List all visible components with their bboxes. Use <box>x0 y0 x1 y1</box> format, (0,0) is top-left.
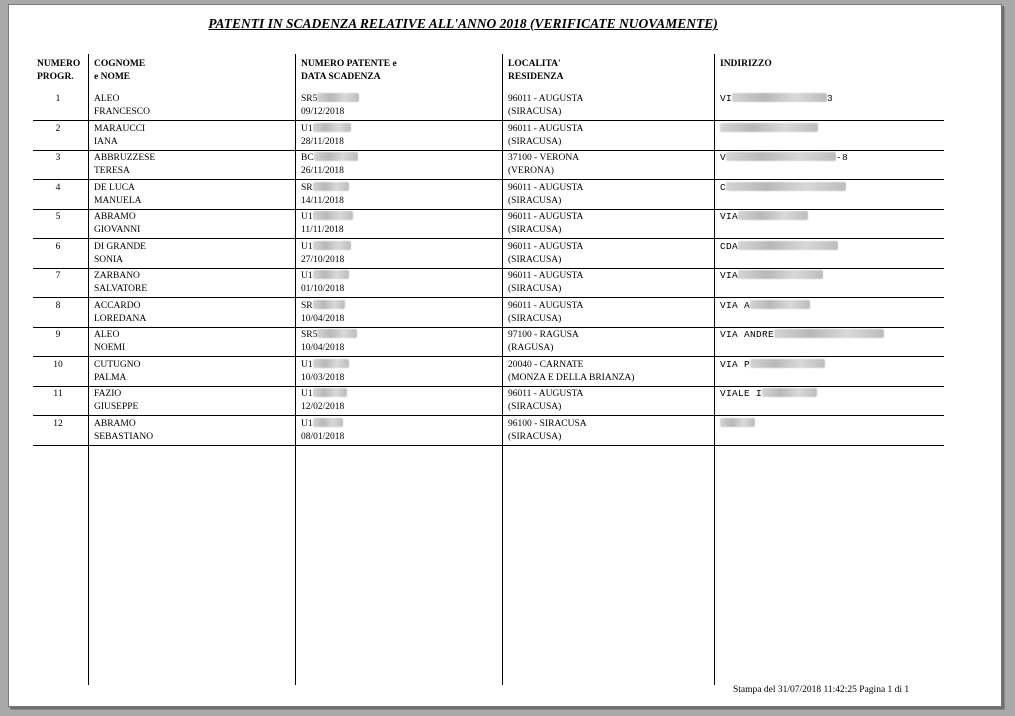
header-numero-line1: NUMERO <box>37 59 81 69</box>
header-localita-line2: RESIDENZA <box>508 71 564 82</box>
license-expiry-date: 09/12/2018 <box>301 106 345 117</box>
row-location <box>508 329 579 354</box>
address-prefix: VIA <box>720 211 739 222</box>
row-surname: ABRAMO <box>94 212 136 222</box>
license-expiry-date: 01/10/2018 <box>301 283 345 294</box>
row-loc: 96011 - AUGUSTA <box>508 301 584 311</box>
row-address <box>720 211 808 224</box>
row-number <box>33 152 83 165</box>
row-prov: (SIRACUSA) <box>508 254 562 265</box>
row-firstname: GIUSEPPE <box>94 401 139 412</box>
row-surname: ABBRUZZESE <box>94 153 156 163</box>
row-address <box>720 300 810 313</box>
license-expiry-date: 26/11/2018 <box>301 165 344 176</box>
redacted-block <box>762 388 817 397</box>
row-number <box>33 93 83 106</box>
row-loc: 96011 - AUGUSTA <box>508 389 584 399</box>
row-surname: ALEO <box>94 94 120 104</box>
address-prefix: V <box>720 152 727 163</box>
header-patente-line2: DATA SCADENZA <box>301 71 381 82</box>
row-firstname: TERESA <box>94 165 130 176</box>
row-divider <box>33 327 944 328</box>
row-license <box>301 93 359 118</box>
row-number-value: 3 <box>55 153 61 163</box>
row-location <box>508 211 583 236</box>
row-divider <box>33 297 944 298</box>
row-address <box>720 182 846 195</box>
row-number-value: 8 <box>55 301 61 311</box>
redacted-block <box>726 182 846 191</box>
redacted-block <box>313 241 351 250</box>
row-firstname: LOREDANA <box>94 313 147 324</box>
row-name <box>94 418 153 443</box>
row-location <box>508 270 583 295</box>
row-name <box>94 93 150 118</box>
print-footer: Stampa del 31/07/2018 11:42:25 Pagina 1 di 1 <box>733 685 910 695</box>
row-license <box>301 418 344 443</box>
address-prefix: CDA <box>720 241 739 252</box>
row-prov: (SIRACUSA) <box>508 106 562 117</box>
row-surname: ALEO <box>94 330 120 340</box>
row-divider <box>33 445 944 446</box>
redacted-block <box>314 152 358 161</box>
license-expiry-date: 14/11/2018 <box>301 195 344 206</box>
license-expiry-date: 10/04/2018 <box>301 313 345 324</box>
row-location <box>508 241 583 266</box>
address-prefix: VI <box>720 93 733 104</box>
license-prefix: U1 <box>301 271 313 281</box>
row-number-value: 10 <box>53 360 63 370</box>
row-name <box>94 241 146 266</box>
row-loc: 96011 - AUGUSTA <box>508 183 584 193</box>
license-prefix: U1 <box>301 242 313 252</box>
license-prefix: SR5 <box>301 94 318 104</box>
row-number-value: 12 <box>53 419 63 429</box>
row-license <box>301 300 345 325</box>
redacted-block <box>738 270 823 279</box>
column-divider <box>88 54 89 685</box>
redacted-block <box>313 270 349 279</box>
row-name <box>94 123 145 148</box>
row-license <box>301 152 358 177</box>
report-page <box>8 4 1002 707</box>
row-surname: ABRAMO <box>94 419 136 429</box>
row-number <box>33 329 83 342</box>
row-location <box>508 359 634 384</box>
row-divider <box>33 386 944 387</box>
row-firstname: SEBASTIANO <box>94 431 154 442</box>
redacted-block <box>313 388 347 397</box>
redacted-block <box>750 300 810 309</box>
row-number <box>33 418 83 431</box>
row-address <box>720 270 823 283</box>
row-number-value: 2 <box>55 124 61 134</box>
redacted-block <box>317 93 359 102</box>
license-prefix: U1 <box>301 124 313 134</box>
header-numero <box>37 58 80 83</box>
row-number <box>33 300 83 313</box>
row-name <box>94 329 125 354</box>
row-license <box>301 241 351 266</box>
row-surname: ZARBANO <box>94 271 140 281</box>
row-address <box>720 359 825 372</box>
redacted-block <box>313 123 351 132</box>
row-address <box>720 329 884 342</box>
row-number-value: 11 <box>53 389 63 399</box>
license-prefix: SR5 <box>301 330 318 340</box>
row-number <box>33 123 83 136</box>
row-divider <box>33 120 944 121</box>
address-prefix: VIALE I <box>720 388 763 399</box>
row-prov: (VERONA) <box>508 165 554 176</box>
row-address <box>720 418 755 431</box>
row-divider <box>33 238 944 239</box>
row-address <box>720 241 838 254</box>
column-divider <box>295 54 296 685</box>
row-license <box>301 388 347 413</box>
address-prefix: VIA ANDRE <box>720 329 775 340</box>
row-surname: DE LUCA <box>94 183 135 193</box>
row-location <box>508 93 583 118</box>
row-divider <box>33 179 944 180</box>
row-location <box>508 388 583 413</box>
row-name <box>94 152 155 177</box>
header-localita-line1: LOCALITA' <box>508 59 561 69</box>
header-numero-line2: PROGR. <box>37 71 74 82</box>
license-prefix: U1 <box>301 419 313 429</box>
redacted-block <box>313 182 349 191</box>
header-nome <box>94 58 145 83</box>
row-number-value: 4 <box>55 183 61 193</box>
redacted-block <box>720 123 818 132</box>
redacted-block <box>738 211 808 220</box>
row-prov: (RAGUSA) <box>508 342 554 353</box>
row-surname: MARAUCCI <box>94 124 146 134</box>
license-prefix: SR <box>301 301 313 311</box>
row-location <box>508 182 583 207</box>
row-prov: (SIRACUSA) <box>508 136 562 147</box>
row-loc: 97100 - RAGUSA <box>508 330 579 340</box>
row-name <box>94 300 146 325</box>
row-number-value: 9 <box>55 330 61 340</box>
header-patente <box>301 58 397 83</box>
row-firstname: PALMA <box>94 372 127 383</box>
redacted-block <box>317 329 357 338</box>
row-number <box>33 182 83 195</box>
redacted-block <box>750 359 825 368</box>
row-surname: CUTUGNO <box>94 360 141 370</box>
row-address <box>720 93 833 106</box>
row-divider <box>33 150 944 151</box>
report-title: PATENTI IN SCADENZA RELATIVE ALL'ANNO 2018 (VERIFICATE NUOVAMENTE) <box>208 16 718 31</box>
row-firstname: FRANCESCO <box>94 106 150 117</box>
license-expiry-date: 10/04/2018 <box>301 342 345 353</box>
redacted-block <box>313 300 345 309</box>
row-number <box>33 211 83 224</box>
row-divider <box>33 415 944 416</box>
row-firstname: SALVATORE <box>94 283 148 294</box>
license-expiry-date: 08/01/2018 <box>301 431 345 442</box>
row-number <box>33 388 83 401</box>
header-indirizzo-line1: INDIRIZZO <box>720 59 772 69</box>
row-loc: 96011 - AUGUSTA <box>508 242 584 252</box>
license-prefix: BC <box>301 153 314 163</box>
address-prefix: C <box>720 182 727 193</box>
row-number-value: 5 <box>55 212 61 222</box>
row-address <box>720 388 817 401</box>
redacted-block <box>313 418 343 427</box>
row-divider <box>33 209 944 210</box>
row-divider <box>33 356 944 357</box>
row-address <box>720 123 818 136</box>
redacted-block <box>313 211 353 220</box>
row-surname: DI GRANDE <box>94 242 146 252</box>
header-indirizzo <box>720 58 772 71</box>
row-license <box>301 359 349 384</box>
row-prov: (SIRACUSA) <box>508 313 562 324</box>
license-prefix: U1 <box>301 389 313 399</box>
row-location <box>508 123 583 148</box>
row-location <box>508 152 579 177</box>
row-divider <box>33 268 944 269</box>
row-loc: 20040 - CARNATE <box>508 360 584 370</box>
row-number-value: 6 <box>55 242 61 252</box>
row-number <box>33 359 83 372</box>
license-expiry-date: 28/11/2018 <box>301 136 344 147</box>
license-prefix: U1 <box>301 212 313 222</box>
license-prefix: U1 <box>301 360 313 370</box>
header-localita <box>508 58 563 83</box>
row-prov: (SIRACUSA) <box>508 224 562 235</box>
header-nome-line2: e NOME <box>94 71 131 82</box>
row-name <box>94 270 147 295</box>
row-license <box>301 329 357 354</box>
row-firstname: IANA <box>94 136 118 147</box>
redacted-block <box>726 152 836 161</box>
row-name <box>94 182 142 207</box>
address-prefix: VIA <box>720 270 739 281</box>
row-loc: 96011 - AUGUSTA <box>508 212 584 222</box>
license-expiry-date: 27/10/2018 <box>301 254 345 265</box>
redacted-block <box>738 241 838 250</box>
row-prov: (SIRACUSA) <box>508 195 562 206</box>
address-prefix: VIA P <box>720 359 751 370</box>
row-name <box>94 388 138 413</box>
row-loc: 96100 - SIRACUSA <box>508 419 587 429</box>
row-number-value: 1 <box>55 94 61 104</box>
row-number-value: 7 <box>55 271 61 281</box>
row-loc: 96011 - AUGUSTA <box>508 94 584 104</box>
row-prov: (MONZA E DELLA BRIANZA) <box>508 372 635 383</box>
row-surname: FAZIO <box>94 389 122 399</box>
column-divider <box>502 54 503 685</box>
row-license <box>301 182 349 207</box>
license-expiry-date: 11/11/2018 <box>301 224 344 235</box>
row-location <box>508 418 587 443</box>
license-expiry-date: 10/03/2018 <box>301 372 345 383</box>
license-prefix: SR <box>301 183 313 193</box>
row-firstname: GIOVANNI <box>94 224 141 235</box>
column-divider <box>714 54 715 685</box>
row-firstname: SONIA <box>94 254 124 265</box>
row-address <box>720 152 848 165</box>
row-firstname: MANUELA <box>94 195 142 206</box>
redacted-block <box>720 418 755 427</box>
row-prov: (SIRACUSA) <box>508 283 562 294</box>
row-surname: ACCARDO <box>94 301 141 311</box>
row-firstname: NOEMI <box>94 342 126 353</box>
row-name <box>94 211 140 236</box>
address-suffix: 3 <box>827 93 834 104</box>
redacted-block <box>732 93 827 102</box>
redacted-block <box>774 329 884 338</box>
address-suffix: -8 <box>836 152 849 163</box>
row-prov: (SIRACUSA) <box>508 431 562 442</box>
address-prefix: VIA A <box>720 300 751 311</box>
row-loc: 96011 - AUGUSTA <box>508 124 584 134</box>
row-license <box>301 211 353 236</box>
row-name <box>94 359 140 384</box>
row-prov: (SIRACUSA) <box>508 401 562 412</box>
row-license <box>301 270 349 295</box>
row-license <box>301 123 351 148</box>
row-number <box>33 270 83 283</box>
header-nome-line1: COGNOME <box>94 59 146 69</box>
redacted-block <box>313 359 349 368</box>
row-number <box>33 241 83 254</box>
row-loc: 96011 - AUGUSTA <box>508 271 584 281</box>
row-location <box>508 300 583 325</box>
header-patente-line1: NUMERO PATENTE e <box>301 59 397 69</box>
row-loc: 37100 - VERONA <box>508 153 580 163</box>
license-expiry-date: 12/02/2018 <box>301 401 345 412</box>
